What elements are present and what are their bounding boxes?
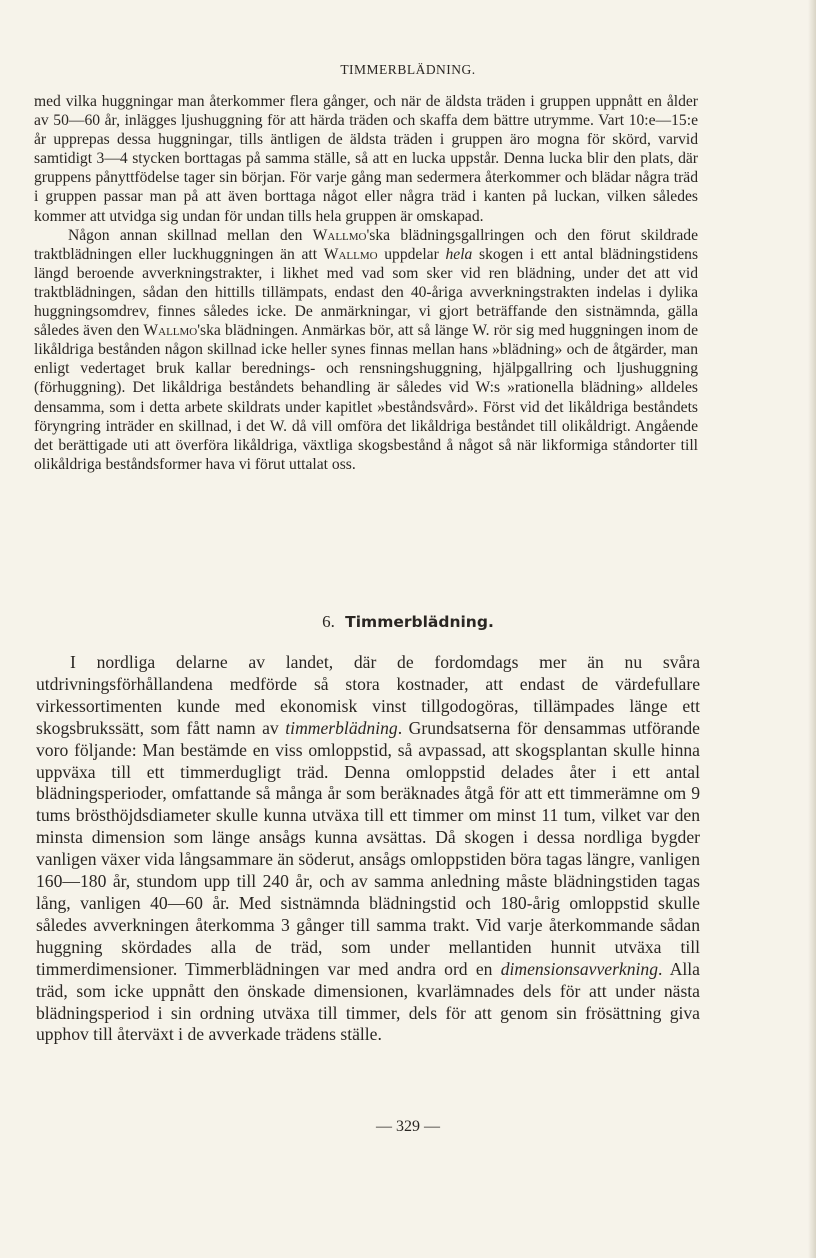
section-title: Timmerblädning. (345, 613, 494, 631)
running-head: TIMMERBLÄDNING. (340, 62, 476, 77)
emphasis: dimensionsavverkning (500, 958, 659, 979)
page-number: — 329 — (376, 1118, 440, 1135)
text-run: Någon annan skillnad mellan den (68, 226, 313, 244)
emphasis: hela (445, 245, 473, 263)
text-run: skogen i ett antal blädningstidens längd beroende avverkningstrakter, i likhet med vad som sker vid ren blädning, under det att vid traktblädningen, sådan den hittills tillämpats, endast den 40-åriga avverkningstrakten indelas i dylika huggningsomdrev, finnes således icke. De anmärkningar, vi gjort beträffande den sistnämnda, gälla således även den (34, 245, 699, 340)
author-name: Wallmo (143, 322, 198, 340)
text-run: uppdelar (377, 245, 446, 263)
page-edge-shadow (808, 0, 816, 1258)
text-run: 'ska blädningen. Anmärkas bör, att så länge W. rör sig med huggningen inom de likåldriga bestånden någon skillnad icke heller synes finnas mellan hans »blädning» och de åtgärder, man enligt vedertaget bruk kallar berednings- och rensningshuggning, hjälpgallring och ljushuggning (förhuggning). Det likåldriga beståndets behandling är således vid W:s »rationella blädning» alldeles densamma, som i detta arbete skildrats under kapitlet »beståndsvård». Först vid det likåldriga beståndets föryngring inträder en skillnad, i det W. då vill omföra det likåldriga beståndet till olikåldrigt. Angående det berättigade uti att överföra likåldriga, växtliga skogsbestånd å något så när likformiga ståndorter till olikåldriga beståndsformer hava vi förut uttalat oss. (34, 322, 698, 473)
section-number: 6. (322, 612, 335, 631)
section-heading (0, 612, 816, 632)
text-run: . Alla träd, som icke uppnått den önskade dimensionen, kvarlämnades dels för att under nästa blädningsperiod i sin ordning utväxa till timmer, dels för att genom sin frösättning giva upphov till återväxt i de avverkade trädens ställe. (36, 958, 700, 1045)
paragraph-wallmo (34, 226, 698, 474)
section-body (36, 652, 700, 1046)
paragraph-continued: med vilka huggningar man återkommer flera gånger, och när de äldsta träden i gruppen uppnått en ålder av 50—60 år, inlägges ljushuggning för att härda träden och skaffa dem bättre utrymme. Vart 10:e—15:e år upprepas dessa huggningar, tills äntligen de äldsta träden i gruppen äro mogna för skörd, varvid samtidigt 3—4 stycken borttagas på samma ställe, så att en lucka uppstår. Denna lucka blir den plats, där gruppens pånyttfödelse tager sin början. För varje gång man sedermera återkommer och blädar några träd i gruppen passar man på att även borttaga något eller några träd i kanten på luckan, vilken således kommer att utvidga sig undan för undan tills hela gruppen är omskapad. (34, 93, 698, 225)
text-run: 'ska blädningsgallringen och den förut skildrade traktblädningen eller luckhuggningen än att (34, 226, 698, 263)
text-run: . Grundsatserna för densammas utförande voro följande: Man bestämde en viss omloppstid, så avpassad, att skogsplantan skulle hinna uppväxa till ett timmerdugligt träd. Denna omloppstid delades åter i ett antal blädningsperioder, omfattande så många år som beräknades åtgå för att ett timmerämne om 9 tums brösthöjdsdiameter skulle kunna utväxa till ett timmer om minst 11 tum, vilket var den minsta dimension som länge ansågs kunna avsättas. Då skogen i dessa nordliga bygder vanligen växer vida långsammare än söderut, ansågs omloppstiden böra tagas längre, vanligen 160—180 år, stundom upp till 240 år, och av samma anledning måste blädningstiden tagas lång, vanligen 40—60 år. Med sistnämnda blädningstid och 180-årig omloppstid skulle således avverkningen återkomma 3 gånger till samma trakt. Vid varje återkommande sådan huggning skördades alla de träd, som under mellantiden hunnit utväxa till timmerdimensioner. Timmerblädningen var med andra ord en (36, 717, 700, 979)
preceding-text (34, 92, 698, 474)
author-name: Wallmo (312, 226, 367, 244)
emphasis: timmerblädning (285, 717, 398, 738)
author-name: Wallmo (323, 245, 378, 263)
text-run: I nordliga delarne av landet, där de fordomdags mer än nu svåra utdrivningsförhållandena medförde så stora kostnader, att endast de värdefullare virkessortimenten kunde med ekonomisk vinst tillgodogöras, tillämpades länge ett skogsbrukssätt, som fått namn av (36, 652, 700, 738)
paragraph-timmerbladning (36, 652, 700, 1046)
